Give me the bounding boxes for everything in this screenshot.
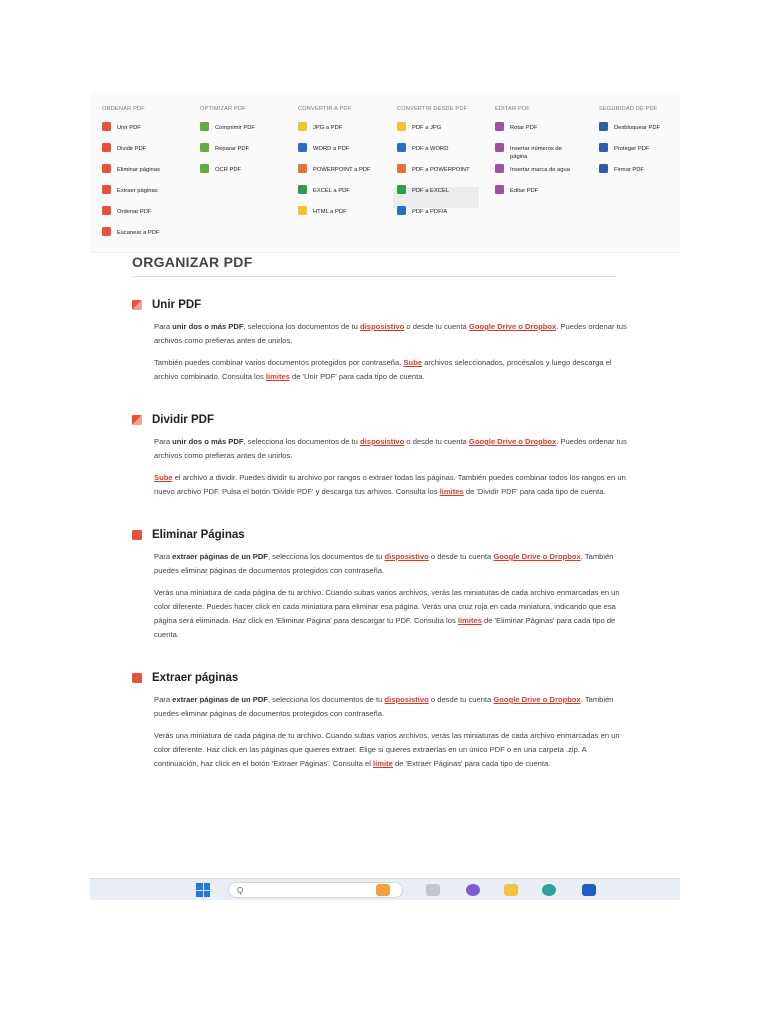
pdf-to-excel-icon [397,185,406,194]
text: Para [154,322,173,331]
menu-item-label: Unir PDF [117,125,141,131]
edge-icon[interactable] [542,884,556,896]
menu-column-heading: CONVERTIR DESDE PDF [397,106,468,112]
menu-item[interactable] [397,145,479,166]
section-paragraph [154,471,632,499]
text: archivos seleccionados, procésalos y luego descarga el archivo combinado. Consulta los [154,358,612,381]
text: o desde tu cuenta [404,437,469,446]
menu-item-label: Insertar marca de agua [510,167,570,173]
device-link[interactable]: disposistivo [384,552,429,561]
device-link[interactable]: disposistivo [384,695,429,704]
folder-icon[interactable] [504,884,518,896]
menu-item-label: EXCEL a PDF [313,188,350,194]
text: o desde tu cuenta [428,552,494,561]
menu-column [102,106,160,250]
menu-column-heading: ORDENAR PDF [102,106,145,112]
tool-section [132,414,632,499]
menu-column [495,106,580,208]
menu-item-label: Reparar PDF [215,146,250,152]
repair-icon [200,143,209,152]
menu-column [200,106,255,187]
text: el archivo a dividir. Puedes dividir tu archivo por rangos o extraer todas las páginas. También puedes combinar todos los rangos en un nuevo archivo PDF. Pulsa el botón 'Dividir PDF' y descarga tus arhivos. Consulta los [154,473,626,496]
tool-section [132,529,632,642]
menu-item[interactable] [102,145,160,166]
menu-item-label: Firmar PDF [614,167,644,173]
menu-column-heading: EDITAR PDF [495,106,530,112]
menu-item[interactable] [599,145,660,166]
section-paragraph [154,693,632,721]
browser-viewport [90,92,680,900]
section-paragraph [154,320,632,348]
weather-icon[interactable] [376,884,390,896]
menu-item-label: Ordenar PDF [117,209,152,215]
text: de 'Dividir PDF' para cada tipo de cuenta. [463,487,606,496]
rotate-icon [495,122,504,131]
extract-pages-icon [102,185,111,194]
menu-item-label: Desbloquear PDF [614,125,661,131]
menu-item-label: Escanear a PDF [117,230,160,236]
menu-column-heading: CONVERTIR A PDF [298,106,352,112]
page-numbers-icon [495,143,504,152]
menu-item[interactable] [102,187,160,208]
menu-item[interactable] [397,166,479,187]
section-title-text: Eliminar Páginas [152,529,245,541]
text: , selecciona los documentos de tu [243,437,360,446]
menu-item[interactable] [298,124,371,145]
tools-mega-menu [90,92,680,253]
menu-item-label: Insertar números de página [510,146,562,160]
split-icon [102,143,111,152]
section-paragraph [154,435,632,463]
text: Para [154,437,173,446]
pdf-to-word-icon [397,143,406,152]
cloud-storage-link[interactable]: Google Drive o Dropbox [493,552,581,561]
menu-column-heading: SEGURIDAD DE PDF [599,106,658,112]
unlock-icon [599,122,608,131]
menu-column [298,106,371,229]
word-to-pdf-icon [298,143,307,152]
text: de 'Unir PDF' para cada tipo de cuenta. [289,372,425,381]
section-paragraph [154,550,632,578]
text: , selecciona los documentos de tu [243,322,360,331]
text: o desde tu cuenta [428,695,494,704]
taskbar-search-input[interactable]: Q [228,882,403,898]
menu-column [599,106,660,187]
menu-item[interactable] [393,187,479,208]
menu-item[interactable] [495,124,580,145]
compress-icon [200,122,209,131]
cloud-storage-link[interactable]: Google Drive o Dropbox [493,695,581,704]
menu-column [397,106,479,229]
section-paragraph [154,356,632,384]
edit-icon [495,185,504,194]
section-title [132,672,632,684]
windows-start-icon[interactable] [196,883,210,897]
watermark-icon [495,164,504,173]
menu-item[interactable] [495,166,580,187]
page-heading: ORGANIZAR PDF [132,254,616,277]
text: , selecciona los documentos de tu [267,695,385,704]
pdf-to-pdfa-icon [397,206,406,215]
bold-text: extraer páginas de un PDF [172,552,268,561]
bold-text: unir dos o más PDF [172,322,244,331]
text: . Puedes ordenar tus archivos como prefieras antes de unirlos. [154,322,627,345]
delete-pages-icon [102,164,111,173]
section-title [132,299,632,311]
menu-item-label: POWERPOINT a PDF [313,167,371,173]
windows-taskbar [90,878,680,900]
menu-item-label: PDF a PDF/A [412,209,448,215]
menu-item[interactable] [298,187,371,208]
text: , selecciona los documentos de tu [267,552,385,561]
menu-item-label: OCR PDF [215,167,242,173]
section-title [132,529,632,541]
menu-item-label: Editar PDF [510,188,539,194]
merge-icon [102,122,111,131]
excel-to-pdf-icon [298,185,307,194]
meet-icon[interactable] [466,884,480,896]
menu-item[interactable] [495,145,580,166]
text: de 'Eliminar Páginas' para cada tipo de cuenta. [154,616,616,639]
menu-item[interactable] [102,229,160,250]
menu-item[interactable] [298,208,371,229]
cloud-storage-link[interactable]: Google Drive o Dropbox [468,437,557,446]
device-link[interactable]: disposistivo [359,437,405,446]
menu-item-label: HTML a PDF [313,209,347,215]
menu-item[interactable] [200,124,255,145]
menu-item[interactable] [599,166,660,187]
section-title-text: Unir PDF [152,299,202,311]
text: Para [154,695,173,704]
section-paragraph [154,586,632,642]
pdf-to-jpg-icon [397,122,406,131]
menu-item[interactable] [495,187,580,208]
jpg-to-pdf-icon [298,122,307,131]
text: o desde tu cuenta [404,322,469,331]
menu-item-label: PDF a EXCEL [412,188,450,194]
section-title-text: Extraer páginas [152,672,239,684]
tool-section [132,299,632,384]
menu-item[interactable] [102,124,160,145]
delete-pages-icon [132,530,142,540]
menu-item-label: PDF a POWERPOINT [412,167,470,173]
text: de 'Extraer Páginas' para cada tipo de cuenta. [392,759,551,768]
menu-item[interactable] [397,208,479,229]
sign-icon [599,164,608,173]
file-icon[interactable] [426,884,440,896]
powerpoint-to-pdf-icon [298,164,307,173]
organize-icon [102,206,111,215]
section-paragraph [154,729,632,771]
limits-link[interactable]: limites [265,372,290,381]
menu-item[interactable] [102,208,160,229]
text: . Puedes ordenar tus archivos como prefieras antes de unirlos. [154,437,627,460]
menu-item[interactable] [599,124,660,145]
menu-item-label: PDF a WORD [412,146,449,152]
scan-icon [102,227,111,236]
section-title [132,414,632,426]
menu-item-label: PDF a JPG [412,125,442,131]
cloud-storage-link[interactable]: Google Drive o Dropbox [468,322,557,331]
menu-item-label: Proteger PDF [614,146,650,152]
device-link[interactable]: disposistivo [359,322,405,331]
ocr-icon [200,164,209,173]
pdf-to-powerpoint-icon [397,164,406,173]
menu-item-label: WORD a PDF [313,146,350,152]
bold-text: unir dos o más PDF [172,437,244,446]
menu-item-label: JPG a PDF [313,125,343,131]
text: También puedes combinar varios documentos protegidos por contraseña. [154,358,404,367]
text: Verás una miniatura de cada página de tu archivo. Cuando subas varios archivos, verás las miniaturas de cada archivo enmarcadas en un color diferente. Haz click en las páginas que quieres extraer. Elige si quieres extraerlas en un único PDF o en una carpeta .zip. A continuación, haz click en el botón 'Extraer Páginas'. Consulta el [154,731,620,768]
menu-item[interactable] [397,124,479,145]
menu-item-label: Comprimir PDF [215,125,255,131]
menu-item[interactable] [200,145,255,166]
menu-item[interactable] [200,166,255,187]
merge-icon [132,300,142,310]
split-icon [132,415,142,425]
text: Para [154,552,173,561]
menu-item[interactable] [298,145,371,166]
protect-icon [599,143,608,152]
extract-pages-icon [132,673,142,683]
menu-item[interactable] [298,166,371,187]
menu-item[interactable] [102,166,160,187]
outlook-icon[interactable] [582,884,596,896]
section-title-text: Dividir PDF [152,414,214,426]
bold-text: extraer páginas de un PDF [172,695,268,704]
menu-item-label: Dividir PDF [117,146,147,152]
text: . También puedes eliminar páginas de documentos protegidos con contraseña. [154,695,614,718]
text: Verás una miniatura de cada página de tu archivo. Cuando subas varios archivos, verás las miniaturas de cada archivo enmarcadas en un color diferente. Puedes hacer click en cada miniatura para eliminar esa página. Verás una cruz roja en cada miniatura, indicando que esa página será eliminada. Haz click en 'Eliminar Página' para descargar tu PDF. Consulta los [154,588,620,625]
menu-item-label: Rotar PDF [510,125,538,131]
limits-link[interactable]: limites [457,616,482,625]
limits-link[interactable]: límite [373,759,393,768]
menu-item-label: Eliminar páginas [117,167,160,173]
tool-section [132,672,632,771]
page-content [132,252,632,771]
upload-link[interactable]: Sube [154,473,173,482]
upload-link[interactable]: Sube [403,358,423,367]
menu-item-label: Extraer páginas [117,188,158,194]
text: . También puedes eliminar páginas de documentos protegidos con contraseña. [154,552,614,575]
menu-column-heading: OPTIMIZAR PDF [200,106,246,112]
html-to-pdf-icon [298,206,307,215]
limits-link[interactable]: limites [439,487,464,496]
